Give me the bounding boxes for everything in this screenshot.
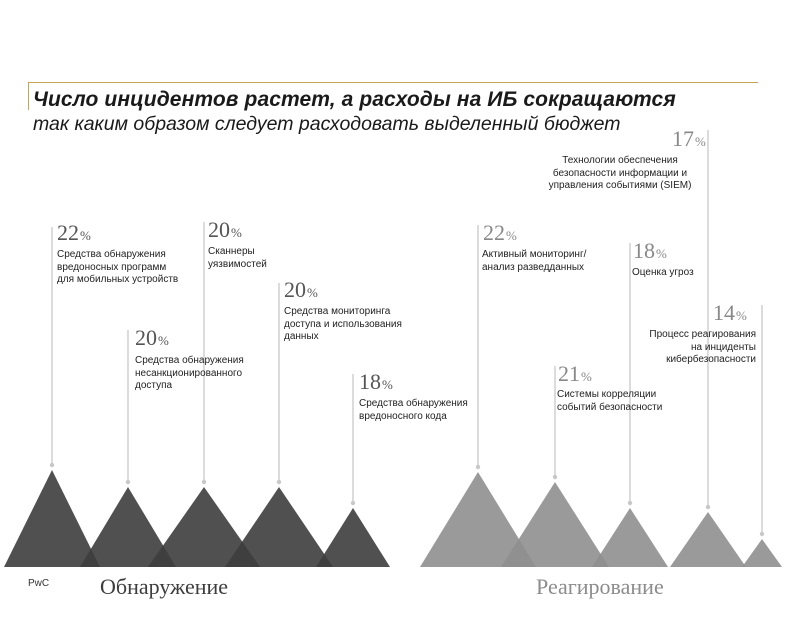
mountain-threat-assessment [592, 508, 668, 567]
label-mobile-malware: Средства обнаружения вредоносных программ для мобильных устройств [57, 249, 179, 285]
mountain-data-monitoring [225, 487, 333, 567]
value-malicious-code: 18% [359, 369, 393, 394]
leader-dot-active-monitoring [476, 465, 480, 469]
label-threat-assessment: Оценка угроз [632, 267, 694, 278]
leader-dot-data-monitoring [277, 480, 281, 484]
leader-dot-malicious-code [351, 501, 355, 505]
label-malicious-code: Средства обнаружения вредоносного кода [359, 398, 468, 422]
value-siem: 17% [672, 126, 706, 151]
label-incident-response: Процесс реагирования на инциденты кибербезопасности [649, 329, 756, 365]
label-unauthorized-access: Средства обнаружения несанкционированного доступа [135, 355, 244, 391]
value-mobile-malware: 22% [57, 220, 91, 245]
leader-dot-vulnerability-scanners [202, 480, 206, 484]
mountain-mobile-malware [4, 470, 100, 567]
leader-dot-siem [706, 505, 710, 509]
mountain-malicious-code [316, 508, 390, 567]
label-siem: Технологии обеспечения безопасности информации и управления событиями (SIEM) [548, 155, 692, 191]
leader-dot-incident-response [760, 532, 764, 536]
value-vulnerability-scanners: 20% [208, 217, 242, 242]
section-detection-title: Обнаружение [100, 574, 229, 599]
value-event-correlation: 21% [558, 361, 592, 386]
slide-subtitle: так каким образом следует расходовать выделенный бюджет [33, 113, 621, 135]
leader-dot-threat-assessment [628, 501, 632, 505]
value-threat-assessment: 18% [633, 238, 667, 263]
label-active-monitoring: Активный мониторинг/ анализ разведданных [482, 249, 587, 273]
leader-dot-unauthorized-access [126, 480, 130, 484]
label-vulnerability-scanners: Сканнеры уязвимостей [208, 246, 267, 270]
brand-logo-text: PwC [28, 578, 50, 589]
mountain-siem [670, 512, 746, 567]
value-incident-response: 14% [713, 300, 747, 325]
value-unauthorized-access: 20% [135, 325, 169, 350]
mountain-event-correlation [501, 482, 609, 567]
value-data-monitoring: 20% [284, 277, 318, 302]
section-response-title: Реагирование [536, 574, 664, 599]
slide-title: Число инцидентов растет, а расходы на ИБ сокращаются [33, 88, 676, 111]
label-event-correlation: Системы корреляции событий безопасности [557, 389, 663, 413]
label-data-monitoring: Средства мониторинга доступа и использования данных [284, 306, 402, 342]
leader-dot-event-correlation [553, 475, 557, 479]
leader-dot-mobile-malware [50, 463, 54, 467]
mountain-incident-response [742, 539, 782, 567]
value-active-monitoring: 22% [483, 220, 517, 245]
